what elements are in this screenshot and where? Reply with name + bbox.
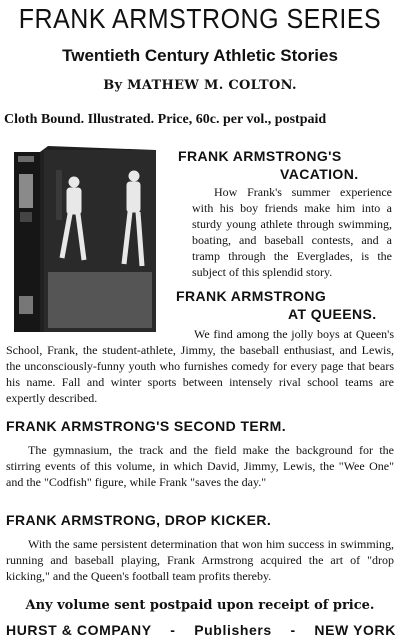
book-cover-illustration	[14, 146, 156, 332]
book-description-queens: We find among the jolly boys at Queen's School, Frank, the student-athlete, Jimmy, the baseball enthusiast, and Lewis, the unconsciously-funny youth who furnishes comedy for every page that bears his name. Fall and winter sports between intensely rival school teams are expertly described.	[6, 327, 394, 405]
book-title-vacation-line1: FRANK ARMSTRONG'S	[178, 148, 342, 164]
book-title-drop-kicker: FRANK ARMSTRONG, DROP KICKER.	[6, 512, 272, 528]
book-title-second-term: FRANK ARMSTRONG'S SECOND TERM.	[6, 418, 287, 434]
footer-separator: -	[170, 622, 176, 638]
publisher-name: HURST & COMPANY	[6, 622, 152, 638]
book-description-second-term: The gymnasium, the track and the field make the background for the stirring events of this volume, in which David, Jimmy, Lewis, the "Wee One" and the "Codfish" figure, while Frank "saves the day."	[6, 443, 394, 489]
author-line: By MATHEW M. COLTON.	[103, 78, 297, 93]
publisher-city: NEW YORK	[314, 622, 396, 638]
book-title-vacation-line2: VACATION.	[280, 166, 359, 182]
book-description-vacation: How Frank's summer experience with his boy friends make him into a sturdy young athlete through swimming, boating, and baseball contests, and a tramp through the Everglades, is the subject of this splendid story.	[192, 185, 392, 279]
book-title-queens-line1: FRANK ARMSTRONG	[176, 288, 327, 304]
book-title-queens-line2: AT QUEENS.	[288, 306, 377, 322]
publisher-footer	[6, 622, 396, 638]
book-description-drop-kicker: With the same persistent determination that won him success in swimming, running and baseball playing, Frank Armstrong acquired the art of "drop kicking," and the Queen's football team profits thereby.	[6, 537, 394, 583]
pricing-line: Cloth Bound. Illustrated. Price, 60c. per vol., postpaid	[4, 112, 327, 127]
series-subtitle: Twentieth Century Athletic Stories	[62, 46, 338, 65]
publisher-role: Publishers	[194, 622, 272, 638]
series-title: FRANK ARMSTRONG SERIES	[18, 4, 382, 35]
footer-separator: -	[290, 622, 296, 638]
postpaid-notice: Any volume sent postpaid upon receipt of price.	[25, 598, 375, 613]
